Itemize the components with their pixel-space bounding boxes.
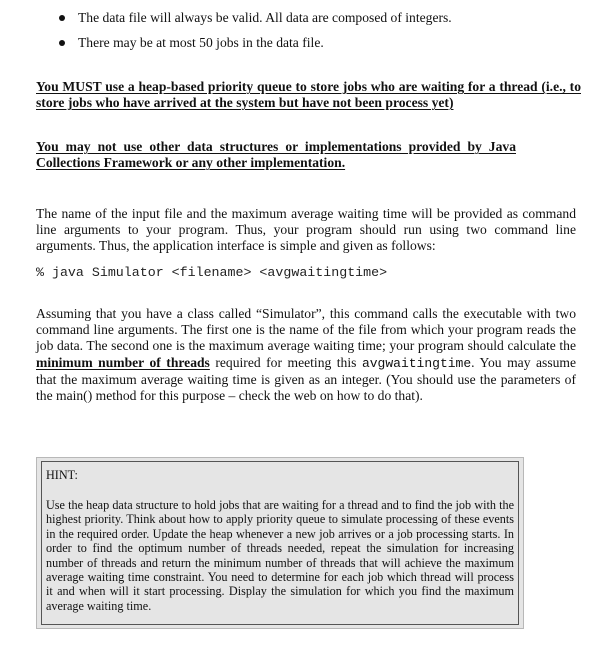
command-line-example: % java Simulator <filename> <avgwaitingtime> [36,265,388,280]
hint-text: Use the heap data structure to hold jobs that are waiting for a thread and to find the job with the highest priority. Think about how to apply priority queue to simulate processing of these events in the required order. Update the heap whenever a new job arrives or a job processing starts. In order to find the optimum number of threads needed, repeat the simulation for increasing number of threads and return the minimum number of threads that will achieve the maximum average waiting time constraint. You need to determine for each job which thread will process it and when will it start processing. Display the simulation for which you find the maximum average waiting time. [46,498,514,613]
explanation-paragraph [36,306,576,404]
emphasis-text: minimum number of threads [36,354,210,370]
hint-title: HINT: [46,468,78,482]
explanation-text: required for meeting this [209,354,362,370]
explanation-text: Assuming that you have a class called “Simulator”, this command calls the executable with two command line arguments. The first one is the name of the file from which your program reads the job data. The second one is the maximum average waiting time; your program should calculate the [36,306,576,354]
intro-paragraph: The name of the input file and the maximum average waiting time will be provided as command line arguments to your program. Thus, your program should run using two command line arguments. Thus, the application interface is simple and given as follows: [36,206,576,254]
list-item: There may be at most 50 jobs in the data file. [56,35,576,51]
list-item: The data file will always be valid. All data are composed of integers. [56,10,576,26]
hint-box [36,457,524,629]
explanation-text: . You may assume that the maximum average waiting time is given as an integer. (You should use the parameters of the main() method for this purpose – check the web on how to do that). [36,354,577,404]
heap-requirement-notice: You MUST use a heap-based priority queue to store jobs who are waiting for a thread (i.e., to store jobs who have arrived at the system but have not been process yet) [36,79,581,110]
constraints-list [56,10,576,60]
inline-code: avgwaitingtime [361,355,472,371]
jcf-restriction-notice: You may not use other data structures or implementations provided by Java Collections Framework or any other implementation. [36,139,516,170]
hint-frame [41,461,519,625]
